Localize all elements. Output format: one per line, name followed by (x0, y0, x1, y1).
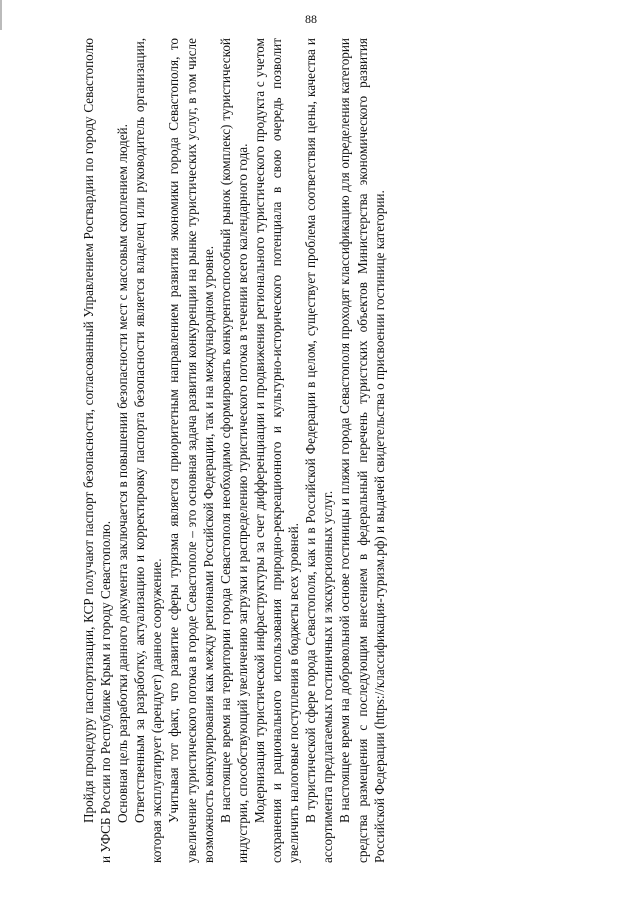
paragraph: В туристической сфере города Севастополя, как и в Российской Федерации в целом, существует проблема соответствия цены, качества и ассортимента предлагаемых гостиничных и экскурсионных услуг. (303, 38, 336, 863)
paragraph: Модернизация туристической инфраструктуры за счет дифференциации и продвижения регионального туристического продукта с учетом сохранения и рационального использования природно-рекреационного и культурно-исторического потенциала в свою очередь позволит увеличить налоговые поступления в бюджеты всех уровней. (251, 38, 302, 863)
paragraph: Учитывая тот факт, что развитие сферы туризма является приоритетным направлением развития экономики города Севастополя, то увеличение туристического потока в городе Севастополе – это основная задача развития конкуренции на рынке туристических услуг, в том числе возможность конкурирования как между регионами Российской Федерации, так и на международном уровне. (166, 38, 216, 863)
rotated-page-content (80, 38, 510, 863)
paragraph: Ответственным за разработку, актуализацию и корректировку паспорта безопасности является владелец или руководитель организации, которая эксплуатирует (арендует) данное сооружение. (132, 38, 165, 863)
paragraph: Основная цель разработки данного документа заключается в повышении безопасности мест с массовым скоплением людей. (115, 124, 131, 823)
paragraph: В настоящее время на территории города Севастополя необходимо сформировать конкурентоспособный рынок (комплекс) туристической индустрии, способствующий увеличению загрузки и распределению туристического потока в течении всего календарного года. (217, 38, 250, 863)
document-body (80, 38, 510, 863)
paragraph: В настоящее время на добровольной основе гостиницы и пляжи города Севастополя проходят классификацию для определения категории средства размещения с последующим внесением в федеральный перечень туристских объектов Министерства экономического развития Российской Федерации (https://классификация-туризм.рф) и выдачей свидетельства о присвоении гостинице категории. (337, 38, 387, 863)
page-number: 88 (305, 12, 317, 26)
paragraph: Пройдя процедуру паспортизации, КСР получают паспорт безопасности, согласованный Управлением Росгвардии по городу Севастополю и УФСБ России по Республике Крым и городу Севастополю. (81, 38, 114, 863)
